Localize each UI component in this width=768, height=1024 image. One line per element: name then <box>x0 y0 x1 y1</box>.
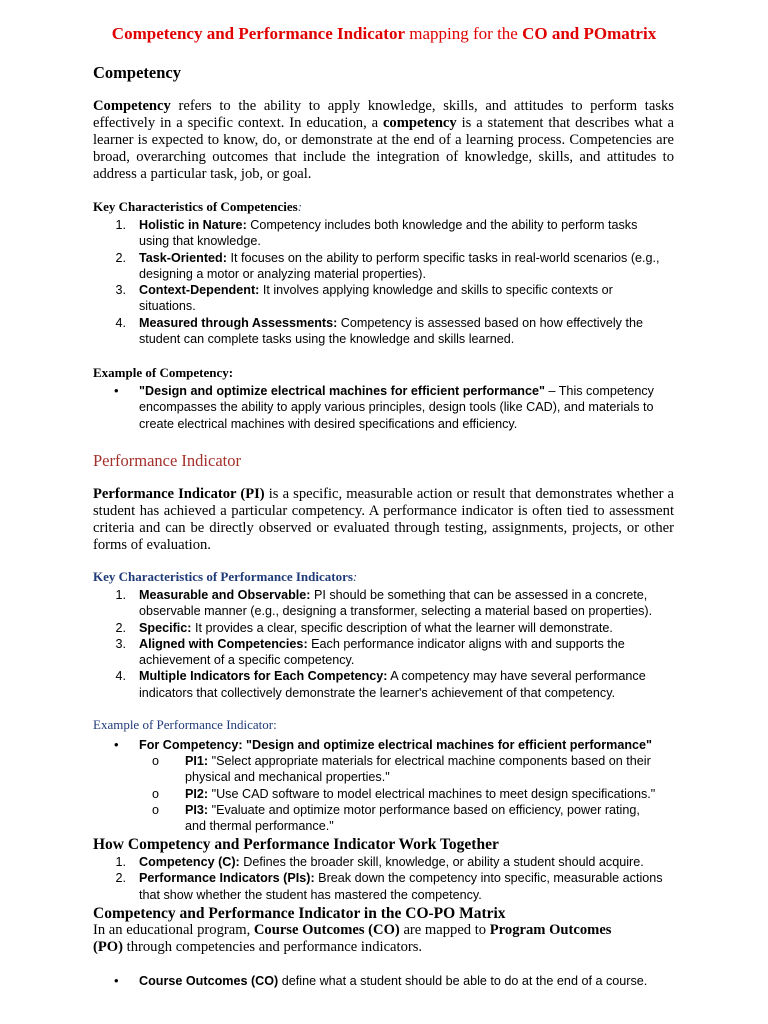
list-item-text: PI should be something that can be assessed in a concrete, <box>310 588 648 602</box>
competency-para-text-1: refers to the ability to apply knowledge, skills, and attitudes to perform tasks effectively in a specific context. In education, a <box>93 98 674 131</box>
list-item-text: using that knowledge. <box>139 234 261 249</box>
pi-key-colon: : <box>352 569 358 584</box>
pi-para-text: is a specific, measurable action or result that demonstrates whether a student has achieved a particular competency. A performance indicator is often tied to assessment criteria and can be directly observed or evaluated through testing, assignments, projects, or other forms of evaluation. <box>93 486 675 553</box>
pi-paragraph <box>93 486 674 554</box>
competency-para-text-2: is a statement that describes what a learner is expected to know, do, or demonstrate at the end of a learning process. Competencies are broad, overarching outcomes that include the integration of knowledge, skills, and attitudes to address a particular task, job, or goal. <box>93 115 675 182</box>
title-bold-1: Competency and Performance Indicator <box>111 24 405 43</box>
list-item <box>114 854 694 870</box>
competency-heading: Competency <box>93 63 181 82</box>
list-number: 2. <box>115 620 126 635</box>
pi-sub-text: physical and mechanical properties." <box>185 770 390 785</box>
pi-key-heading-text: Key Characteristics of Performance Indicators <box>93 569 353 584</box>
list-item-text: that show whether the student has mastered the competency. <box>139 887 482 902</box>
list-number: 2. <box>115 871 126 886</box>
copo-heading: Competency and Performance Indicator in the CO-PO Matrix <box>93 905 506 922</box>
pi-sub-label: PI3: <box>185 802 209 817</box>
list-item-text: Competency is assessed based on how effectively the <box>337 315 643 330</box>
bullet-marker: • <box>114 973 119 988</box>
list-item-label: Context-Dependent: <box>139 283 260 298</box>
list-item-text: Defines the broader skill, knowledge, or ability a student should acquire. <box>239 855 644 869</box>
competency-para-lead: Competency <box>93 98 171 114</box>
copo-para-text: through competencies and performance indicators. <box>123 939 423 955</box>
list-item-label: Specific: <box>139 620 192 635</box>
list-item-text: student can complete tasks using the knowledge and skills learned. <box>139 332 515 347</box>
list-item <box>114 282 694 315</box>
pi-sub-text: "Use CAD software to model electrical machines to meet design specifications." <box>208 786 656 801</box>
list-number: 4. <box>115 315 126 330</box>
list-item-label: Aligned with Competencies: <box>139 636 308 651</box>
list-item <box>152 786 682 802</box>
pi-para-lead: Performance Indicator (PI) <box>93 486 265 502</box>
list-item <box>152 753 682 786</box>
list-item-text: Each performance indicator aligns with and supports the <box>307 636 625 651</box>
pi-characteristics-list <box>114 587 694 701</box>
list-number: 3. <box>115 283 126 298</box>
list-item-text: achievement of a specific competency. <box>139 653 355 668</box>
list-item-text: indicators that collectively demonstrate the learner's achievement of that competency. <box>139 685 616 700</box>
pi-sub-label: PI2: <box>185 786 209 801</box>
copo-para-bold: Program Outcomes <box>489 922 612 938</box>
pi-heading: Performance Indicator <box>93 451 241 470</box>
list-number: 1. <box>115 218 126 232</box>
pi-sub-text: and thermal performance." <box>185 819 334 834</box>
sub-bullet-marker: o <box>152 786 160 801</box>
list-item-text: situations. <box>139 299 196 314</box>
list-item-label: Task-Oriented: <box>139 250 227 265</box>
competency-example-text: – This competency <box>544 384 654 398</box>
list-item <box>114 668 694 701</box>
title-bold-2: CO and POmatrix <box>522 24 657 43</box>
list-number: 1. <box>115 855 126 869</box>
list-item-text: observable manner (e.g., designing a transformer, selecting a material based on properties). <box>139 604 653 619</box>
list-item <box>114 620 694 636</box>
title-mid: mapping for the <box>405 24 523 43</box>
list-item <box>114 870 694 903</box>
list-item <box>114 217 694 250</box>
list-item-text: It involves applying knowledge and skills to specific contexts or <box>259 283 613 298</box>
list-item <box>152 802 682 835</box>
list-item-label: Performance Indicators (PIs): <box>139 871 315 886</box>
pi-sub-text: "Select appropriate materials for electrical machine components based on their <box>208 754 651 768</box>
competency-characteristics-list <box>114 217 694 347</box>
pi-sub-list <box>152 753 682 834</box>
pi-example-heading: Example of Performance Indicator: <box>93 717 277 732</box>
list-item-label: Multiple Indicators for Each Competency: <box>139 669 388 684</box>
pi-key-heading <box>93 569 357 585</box>
competency-para-bold: competency <box>382 115 457 131</box>
copo-para-text: are mapped to <box>399 922 490 938</box>
list-item <box>114 636 694 669</box>
bullet-marker: • <box>114 383 119 398</box>
pi-example-bullet-text: For Competency: "Design and optimize electrical machines for efficient performance" <box>139 738 653 752</box>
list-item-text: Competency includes both knowledge and the ability to perform tasks <box>246 218 638 232</box>
competency-example-text: encompasses the ability to apply various principles, design tools (like CAD), and materials to <box>139 400 654 415</box>
list-item-text: A competency may have several performance <box>387 669 646 684</box>
list-number: 3. <box>115 636 126 651</box>
list-item-label: Measured through Assessments: <box>139 315 338 330</box>
sub-bullet-marker: o <box>152 754 160 768</box>
list-item-text: It provides a clear, specific description of what the learner will demonstrate. <box>191 620 613 635</box>
copo-bullet-label: Course Outcomes (CO) <box>139 974 279 988</box>
list-item <box>114 587 694 620</box>
copo-bullet-text: define what a student should be able to do at the end of a course. <box>278 974 648 988</box>
copo-para-bold: (PO) <box>93 939 123 955</box>
together-list <box>114 854 694 903</box>
list-item-label: Measurable and Observable: <box>139 588 311 602</box>
pi-sub-label: PI1: <box>185 754 209 768</box>
copo-para-bold: Course Outcomes (CO) <box>253 922 400 938</box>
competency-example-heading: Example of Competency: <box>93 365 234 380</box>
list-number: 4. <box>115 669 126 684</box>
competency-key-colon: : <box>297 199 303 214</box>
competency-paragraph <box>93 98 674 183</box>
list-item <box>114 250 694 283</box>
bullet-marker: • <box>114 737 119 752</box>
list-item-label: Competency (C): <box>139 855 240 869</box>
list-item-text: It focuses on the ability to perform specific tasks in real-world scenarios (e.g., <box>226 250 660 265</box>
list-number: 1. <box>115 588 126 602</box>
pi-sub-text: "Evaluate and optimize motor performance based on efficiency, power rating, <box>208 802 640 817</box>
copo-para-text: In an educational program, <box>93 922 254 938</box>
list-item <box>114 315 694 348</box>
competency-example-bold: "Design and optimize electrical machines for efficient performance" <box>139 384 545 398</box>
sub-bullet-marker: o <box>152 802 160 817</box>
competency-example-text: create electrical machines with desired specifications and efficiency. <box>139 416 518 431</box>
competency-key-heading <box>93 199 302 215</box>
competency-key-heading-text: Key Characteristics of Competencies <box>93 199 298 214</box>
list-item-label: Holistic in Nature: <box>139 218 247 232</box>
together-heading: How Competency and Performance Indicator Work Together <box>93 836 499 853</box>
copo-paragraph <box>93 922 674 956</box>
list-number: 2. <box>115 250 126 265</box>
document-title <box>0 24 768 44</box>
list-item-text: Break down the competency into specific, measurable actions <box>314 871 663 886</box>
list-item-text: designing a motor or analyzing material properties). <box>139 266 426 281</box>
